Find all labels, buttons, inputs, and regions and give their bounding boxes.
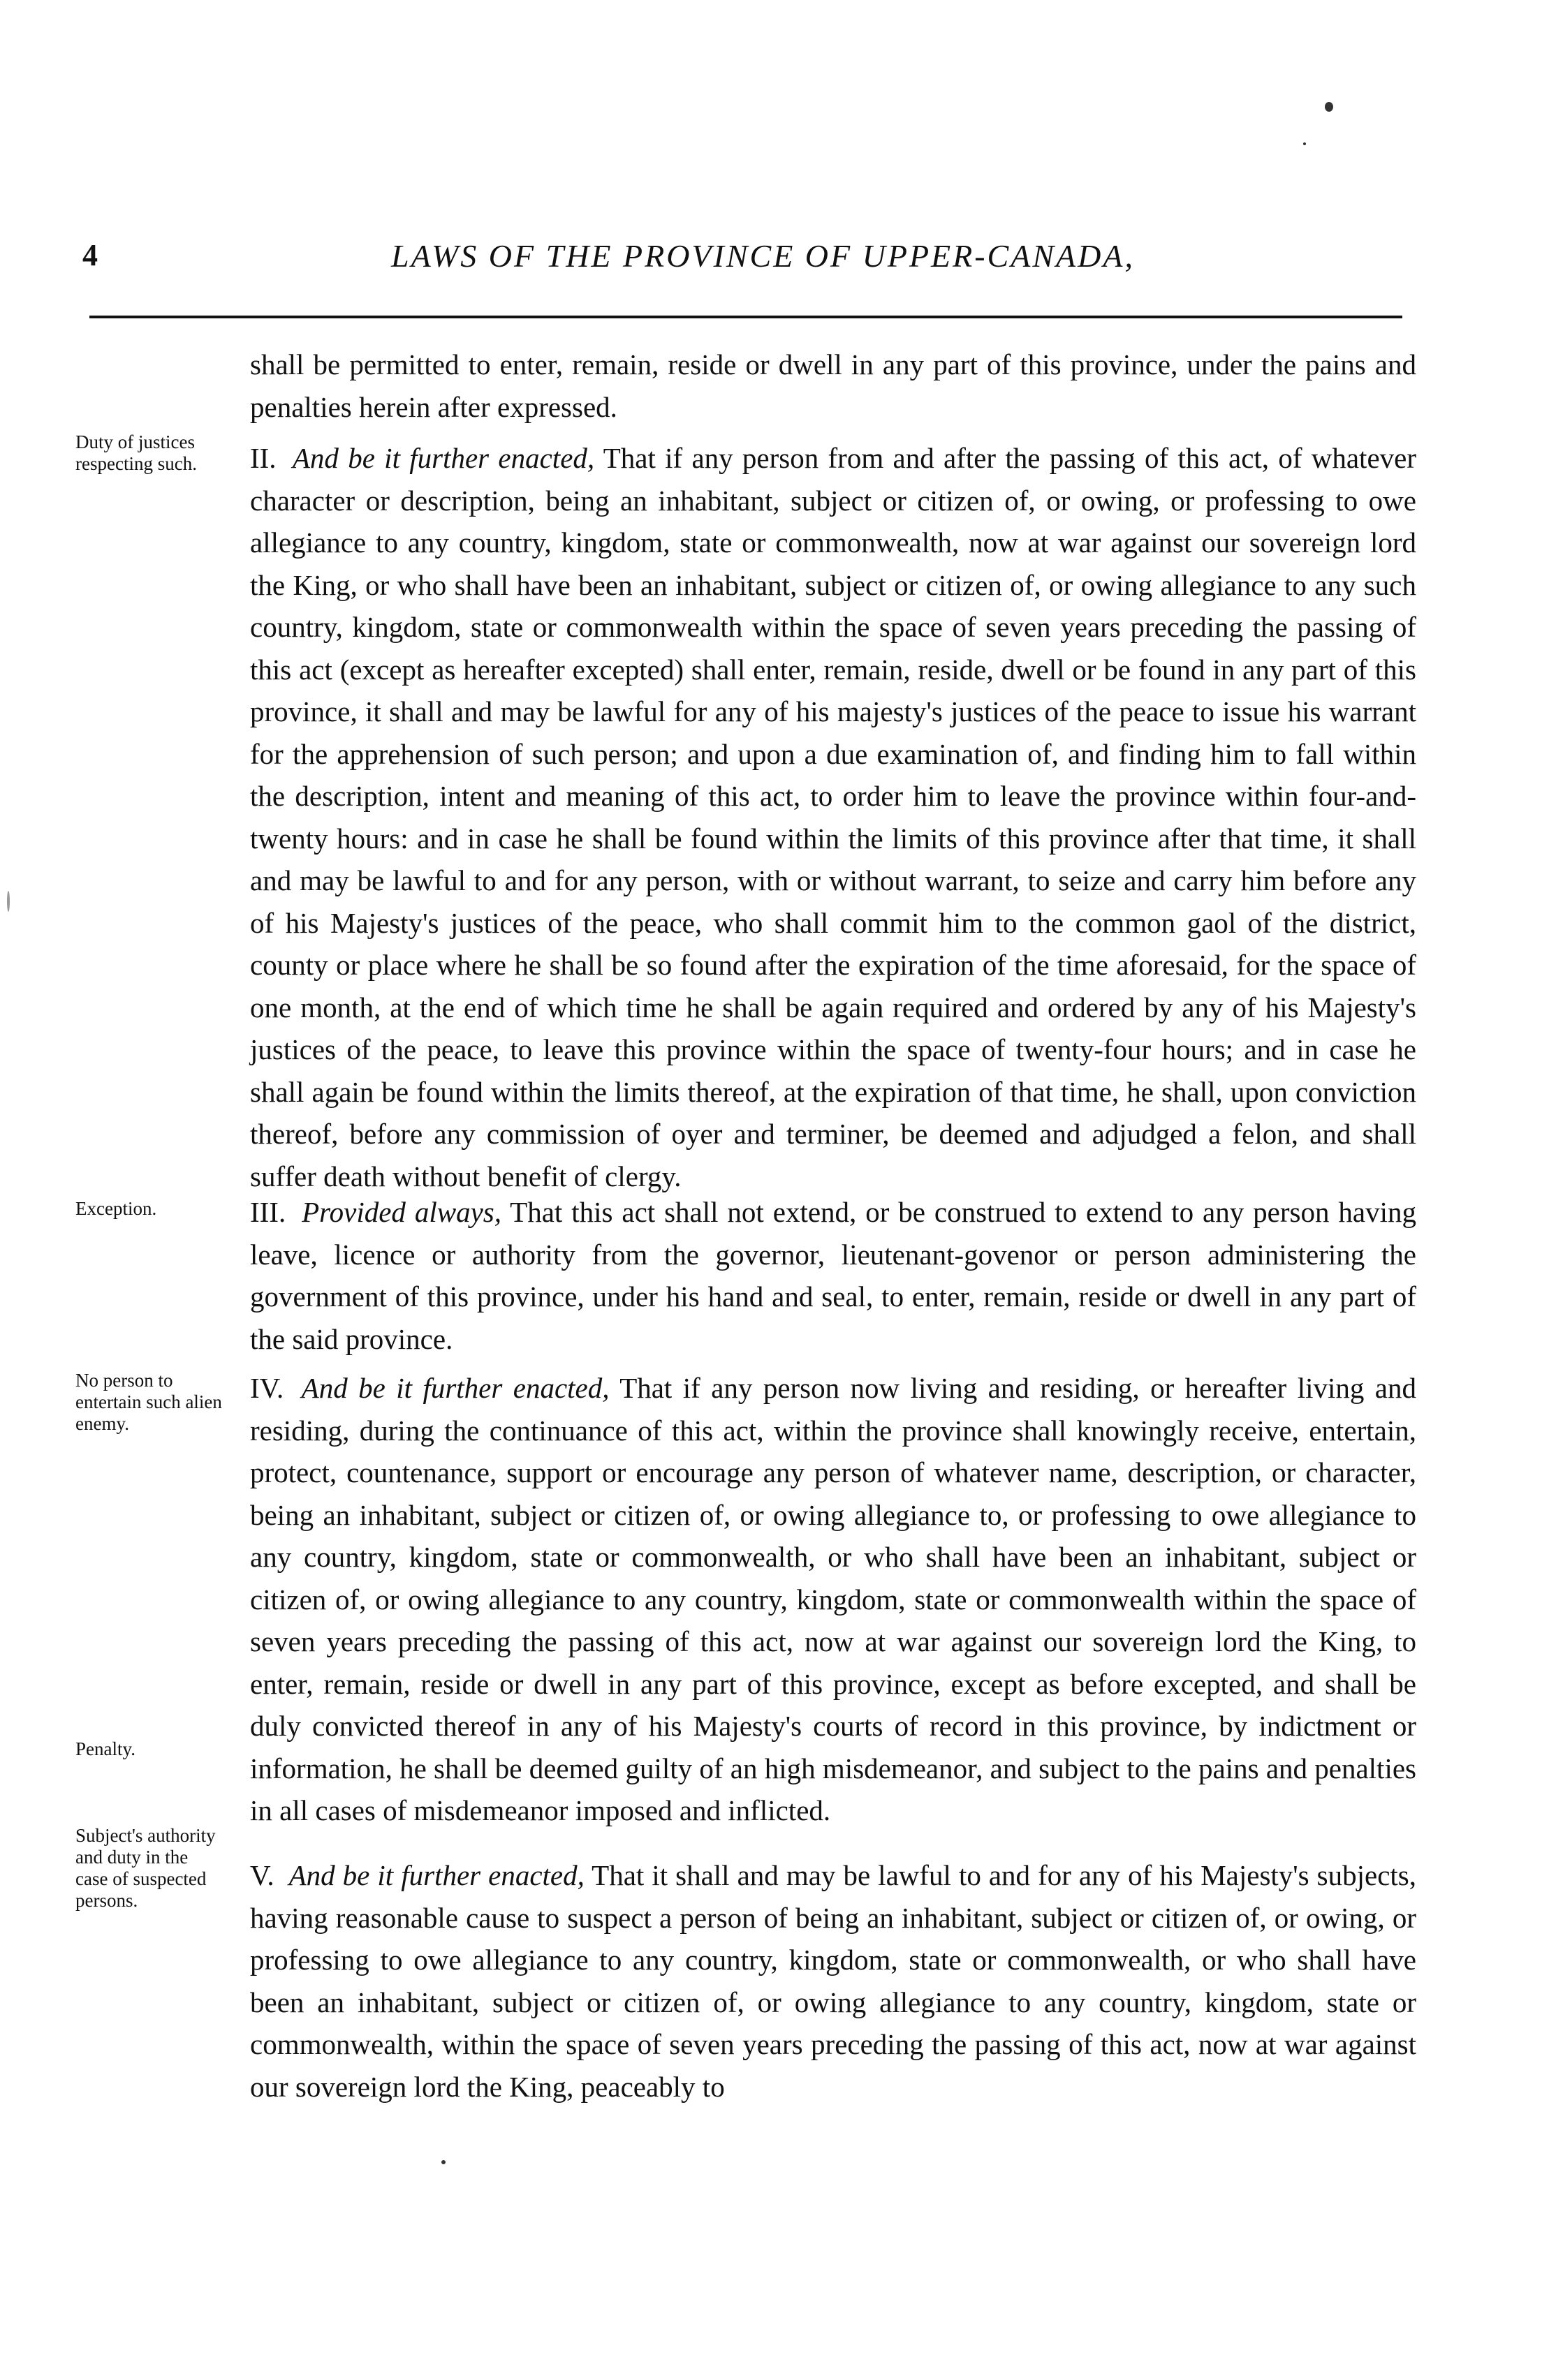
enacting-clause: And be it further enacted, xyxy=(301,1372,610,1404)
opening-text: shall be permitted to enter, remain, reside or dwell in any part of this province, under the pains and penalties herein after expressed. xyxy=(250,348,1416,423)
section-4 xyxy=(250,1367,1416,1832)
section-text: That this act shall not extend, or be construed to extend to any person having leave, licence or authority from the governor, lieutenant-govenor or person administering the government of this province, under his hand and seal, to enter, remain, reside or dwell in any part of the said province. xyxy=(250,1196,1416,1355)
margin-note-exception: Exception. xyxy=(75,1198,157,1219)
running-title: LAWS OF THE PROVINCE OF UPPER-CANADA, xyxy=(391,238,1135,274)
margin-note-duty: Duty of justices respecting such. xyxy=(75,431,197,474)
scan-speck xyxy=(441,2160,446,2164)
page-number: 4 xyxy=(82,238,98,272)
scan-speck xyxy=(7,891,10,912)
section-text: That if any person from and after the passing of this act, of whatever character or description, being an inhabitant, subject or citizen of, or owing, or professing to owe allegiance to any country, kingdom, state or commonwealth, now at war against our sovereign lord the King, or who shall have been an inhabitant, subject or citizen of, or owing allegiance to any such country, kingdom, state or commonwealth within the space of seven years preceding the passing of this act (except as hereafter excepted) shall enter, remain, reside, dwell or be found in any part of this province, it shall and may be lawful for any of his majesty's justices of the peace to issue his warrant for the apprehension of such person; and upon a due examination of, and finding him to fall within the description, intent and meaning of this act, to order him to leave the province within four-and-twenty hours: and in case he shall be found within the limits of this province after that time, it shall and may be lawful to and for any person, with or without warrant, to seize and carry him before any of his Majesty's justices of the peace, who shall commit him to the common gaol of the district, county or place where he shall be so found after the expiration of the time aforesaid, for the space of one month, at the end of which time he shall be again required and ordered by any of his Majesty's justices of the peace, to leave this province within the space of twenty-four hours; and in case he shall again be found within the limits thereof, at the expiration of that time, he shall, upon conviction thereof, before any commission of oyer and terminer, be deemed and adjudged a felon, and shall suffer death without benefit of clergy. xyxy=(250,442,1417,1192)
section-text: That it shall and may be lawful to and for any of his Majesty's subjects, having reasonable cause to suspect a person of being an inhabitant, subject or citizen of, or owing, or professing to owe allegiance to any country, kingdom, state or commonwealth, or who shall have been an inhabitant, subject or citizen of, or owing allegiance to any country, kingdom, state or commonwealth, within the space of seven years preceding the passing of this act, now at war against our sovereign lord the King, peaceably to xyxy=(250,1859,1416,2103)
section-text: That if any person now living and residing, or hereafter living and residing, during the continuance of this act, within the province shall knowingly receive, entertain, protect, countenance, support or encourage any person of whatever name, description, or character, being an inhabitant, subject or citizen of, or owing allegiance to, or professing to owe allegiance to any country, kingdom, state or commonwealth, or who shall have been an inhabitant, subject or citizen of, or owing allegiance to any country, kingdom, state or commonwealth within the space of seven years preceding the passing of this act, now at war against our sovereign lord the King, to enter, remain, reside or dwell in any part of this province, except as before excepted, and shall be duly convicted thereof in any of his Majesty's courts of record in this province, by indictment or information, he shall be deemed guilty of an high misdemeanor, and subject to the pains and penalties in all cases of misdemeanor imposed and inflicted. xyxy=(250,1372,1416,1826)
section-2 xyxy=(250,437,1416,1197)
opening-paragraph xyxy=(250,343,1416,428)
section-3 xyxy=(250,1191,1416,1360)
margin-note-subjects: Subject's authority and duty in the case of suspected persons. xyxy=(75,1825,216,1911)
section-number: IV. xyxy=(250,1372,284,1404)
scan-speck xyxy=(1325,102,1333,112)
enacting-clause: Provided always, xyxy=(302,1196,501,1228)
enacting-clause: And be it further enacted, xyxy=(292,442,595,474)
margin-note-penalty: Penalty. xyxy=(75,1738,135,1759)
enacting-clause: And be it further enacted, xyxy=(288,1859,585,1891)
scan-speck xyxy=(1303,142,1306,145)
section-number: II. xyxy=(250,442,277,474)
section-5 xyxy=(250,1854,1416,2108)
header-rule xyxy=(89,316,1402,318)
section-number: V. xyxy=(250,1859,274,1891)
section-number: III. xyxy=(250,1196,286,1228)
margin-note-no-person: No person to entertain such alien enemy. xyxy=(75,1370,222,1434)
